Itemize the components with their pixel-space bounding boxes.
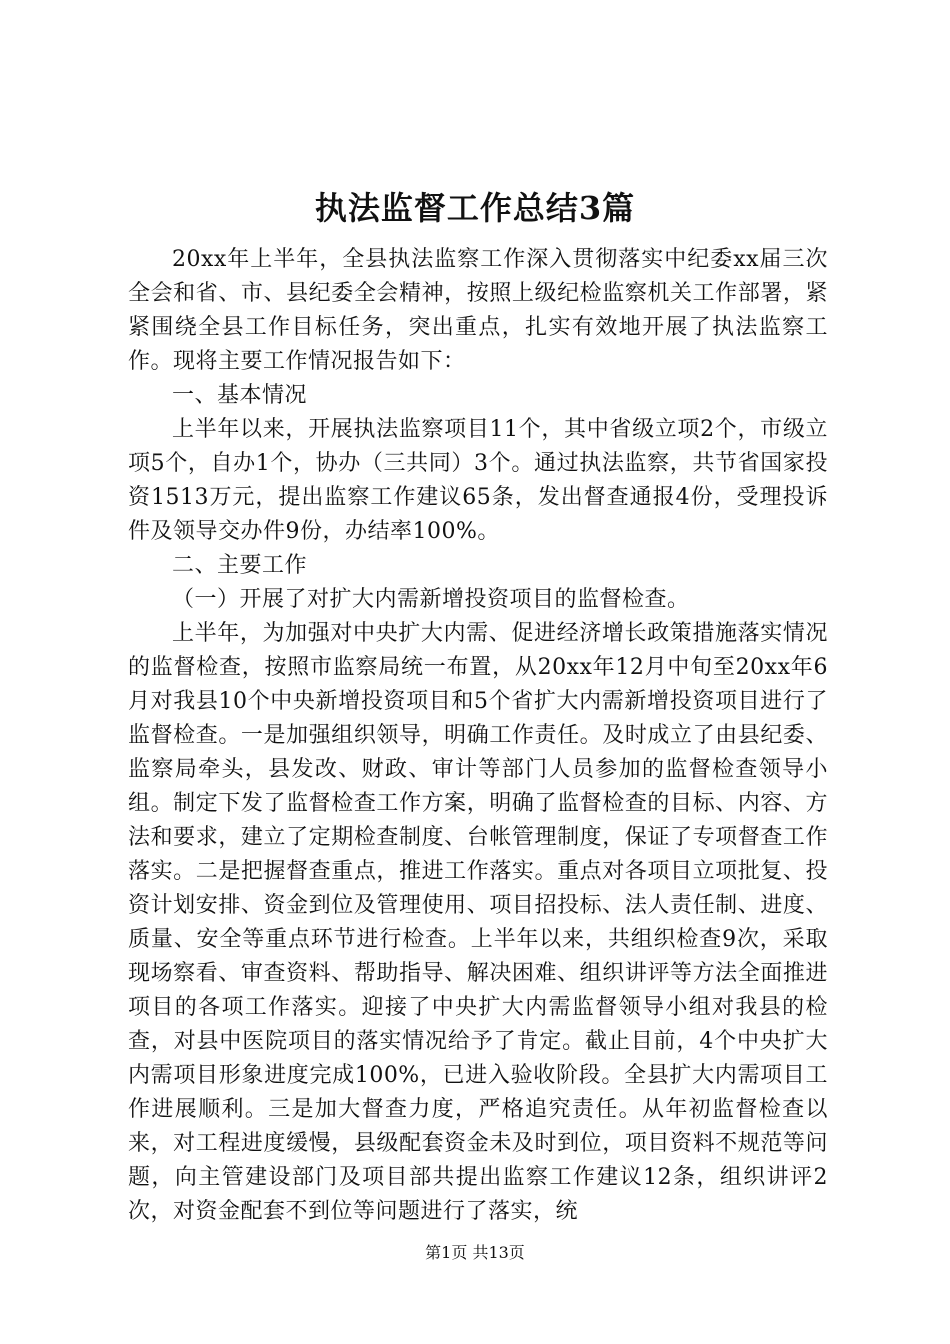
document-body [128, 243, 828, 1229]
subsection-heading-1: （一）开展了对扩大内需新增投资项目的监督检查。 [172, 587, 690, 612]
document-title: 执法监督工作总结3篇 [314, 189, 636, 227]
section-heading-main-work: 二、主要工作 [172, 553, 308, 578]
basic-info-paragraph: 上半年以来，开展执法监察项目11个，其中省级立项2个，市级立项5个，自办1个，协办（三共同）3个。通过执法监察，共节省国家投资1513万元，提出监察工作建议65条，发出督查通报4份，受理投诉件及领导交办件9份，办结率100%。 [128, 417, 828, 544]
section-heading-basic: 一、基本情况 [172, 383, 308, 408]
main-work-paragraph: 上半年，为加强对中央扩大内需、促进经济增长政策措施落实情况的监督检查，按照市监察局统一布置，从20xx年12月中旬至20xx年6月对我县10个中央新增投资项目和5个省扩大内需新增投资项目进行了监督检查。一是加强组织领导，明确工作责任。及时成立了由县纪委、监察局牵头，县发改、财政、审计等部门人员参加的监督检查领导小组。制定下发了监督检查工作方案，明确了监督检查的目标、内容、方法和要求，建立了定期检查制度、台帐管理制度，保证了专项督查工作落实。二是把握督查重点，推进工作落实。重点对各项目立项批复、投资计划安排、资金到位及管理使用、项目招投标、法人责任制、进度、质量、安全等重点环节进行检查。上半年以来，共组织检查9次，采取现场察看、审查资料、帮助指导、解决困难、组织讲评等方法全面推进项目的各项工作落实。迎接了中央扩大内需监督领导小组对我县的检查，对县中医院项目的落实情况给予了肯定。截止目前，4个中央扩大内需项目形象进度完成100%，已进入验收阶段。全县扩大内需项目工作进展顺利。三是加大督查力度，严格追究责任。从年初监督检查以来，对工程进度缓慢，县级配套资金未及时到位，项目资料不规范等问题，向主管建设部门及项目部共提出监察工作建议12条，组织讲评2次，对资金配套不到位等问题进行了落实，统 [128, 621, 828, 1224]
page-footer: 第1页 共13页 [425, 1243, 525, 1262]
intro-paragraph: 20xx年上半年，全县执法监察工作深入贯彻落实中纪委xx届三次全会和省、市、县纪委全会精神，按照上级纪检监察机关工作部署，紧紧围绕全县工作目标任务，突出重点，扎实有效地开展了执法监察工作。现将主要工作情况报告如下： [128, 247, 828, 374]
